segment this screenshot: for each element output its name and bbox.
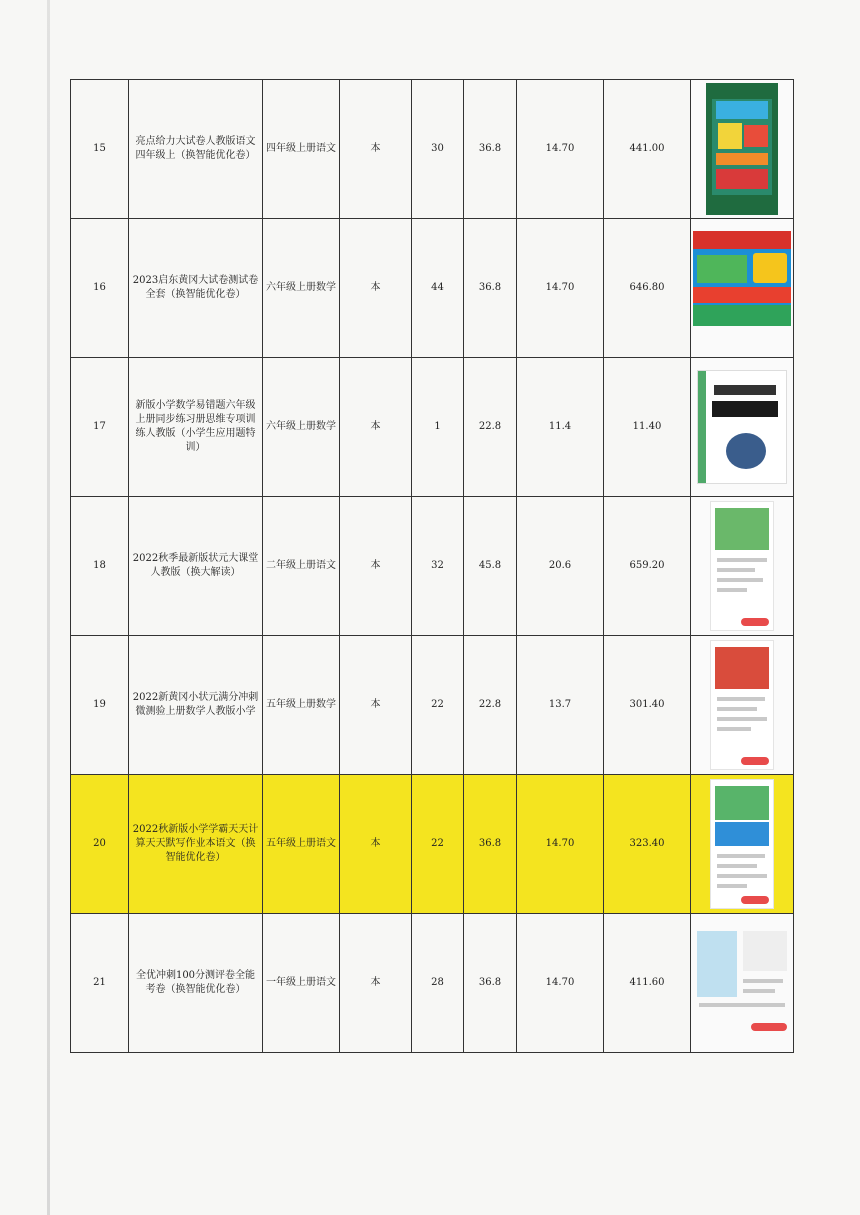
unit-price: 14.70 bbox=[517, 775, 604, 914]
grade-subject: 二年级上册语文 bbox=[263, 497, 340, 636]
unit: 本 bbox=[340, 914, 412, 1053]
workbook-cover-image bbox=[697, 370, 787, 484]
row-number: 21 bbox=[71, 914, 129, 1053]
workbook-cover-image bbox=[706, 83, 778, 215]
row-number: 18 bbox=[71, 497, 129, 636]
product-name: 全优冲刺100分测评卷全能考卷（换智能优化卷） bbox=[129, 914, 263, 1053]
table-row bbox=[71, 80, 794, 219]
product-page-screenshot bbox=[710, 779, 774, 909]
product-image-cell bbox=[691, 219, 794, 358]
unit-price: 14.70 bbox=[517, 219, 604, 358]
row-number: 17 bbox=[71, 358, 129, 497]
total-amount: 659.20 bbox=[604, 497, 691, 636]
unit-price: 13.7 bbox=[517, 636, 604, 775]
quantity: 1 bbox=[412, 358, 464, 497]
product-image-cell bbox=[691, 914, 794, 1053]
workbook-cover-image bbox=[693, 231, 791, 326]
row-number: 15 bbox=[71, 80, 129, 219]
list-price: 22.8 bbox=[464, 358, 517, 497]
list-price: 36.8 bbox=[464, 775, 517, 914]
list-price: 36.8 bbox=[464, 219, 517, 358]
table-row bbox=[71, 914, 794, 1053]
row-number: 20 bbox=[71, 775, 129, 914]
scan-page-edge bbox=[47, 0, 50, 1215]
product-name: 2022新黄冈小状元满分冲刺微测验上册数学人教版小学 bbox=[129, 636, 263, 775]
product-image-cell bbox=[691, 358, 794, 497]
quantity: 22 bbox=[412, 775, 464, 914]
row-number: 16 bbox=[71, 219, 129, 358]
unit: 本 bbox=[340, 80, 412, 219]
product-image-cell bbox=[691, 636, 794, 775]
unit: 本 bbox=[340, 636, 412, 775]
unit-price: 11.4 bbox=[517, 358, 604, 497]
product-image-cell bbox=[691, 497, 794, 636]
grade-subject: 五年级上册语文 bbox=[263, 775, 340, 914]
total-amount: 301.40 bbox=[604, 636, 691, 775]
unit: 本 bbox=[340, 497, 412, 636]
product-page-screenshot bbox=[710, 640, 774, 770]
grade-subject: 六年级上册数学 bbox=[263, 219, 340, 358]
table-row-highlighted bbox=[71, 775, 794, 914]
grade-subject: 六年级上册数学 bbox=[263, 358, 340, 497]
product-page-screenshot bbox=[693, 923, 791, 1043]
list-price: 45.8 bbox=[464, 497, 517, 636]
product-image-cell bbox=[691, 80, 794, 219]
product-image-cell bbox=[691, 775, 794, 914]
row-number: 19 bbox=[71, 636, 129, 775]
quantity: 44 bbox=[412, 219, 464, 358]
grade-subject: 四年级上册语文 bbox=[263, 80, 340, 219]
product-name: 新版小学数学易错题六年级上册同步练习册思维专项训练人教版（小学生应用题特训） bbox=[129, 358, 263, 497]
unit-price: 14.70 bbox=[517, 914, 604, 1053]
quantity: 28 bbox=[412, 914, 464, 1053]
product-name: 2022秋季最新版状元大课堂人教版（换大解读） bbox=[129, 497, 263, 636]
unit-price: 14.70 bbox=[517, 80, 604, 219]
product-name: 2023启东黄冈大试卷测试卷全套（换智能优化卷） bbox=[129, 219, 263, 358]
table-row bbox=[71, 497, 794, 636]
total-amount: 11.40 bbox=[604, 358, 691, 497]
unit: 本 bbox=[340, 219, 412, 358]
grade-subject: 一年级上册语文 bbox=[263, 914, 340, 1053]
unit: 本 bbox=[340, 775, 412, 914]
quantity: 22 bbox=[412, 636, 464, 775]
total-amount: 411.60 bbox=[604, 914, 691, 1053]
quantity: 30 bbox=[412, 80, 464, 219]
list-price: 22.8 bbox=[464, 636, 517, 775]
table-row bbox=[71, 358, 794, 497]
quantity: 32 bbox=[412, 497, 464, 636]
total-amount: 646.80 bbox=[604, 219, 691, 358]
order-table bbox=[70, 79, 794, 1053]
product-name: 亮点给力大试卷人教版语文四年级上（换智能优化卷） bbox=[129, 80, 263, 219]
total-amount: 323.40 bbox=[604, 775, 691, 914]
table-row bbox=[71, 219, 794, 358]
table-row bbox=[71, 636, 794, 775]
unit-price: 20.6 bbox=[517, 497, 604, 636]
unit: 本 bbox=[340, 358, 412, 497]
total-amount: 441.00 bbox=[604, 80, 691, 219]
grade-subject: 五年级上册数学 bbox=[263, 636, 340, 775]
list-price: 36.8 bbox=[464, 80, 517, 219]
product-page-screenshot bbox=[710, 501, 774, 631]
product-name: 2022秋新版小学学霸天天计算天天默写作业本语文（换智能优化卷） bbox=[129, 775, 263, 914]
list-price: 36.8 bbox=[464, 914, 517, 1053]
